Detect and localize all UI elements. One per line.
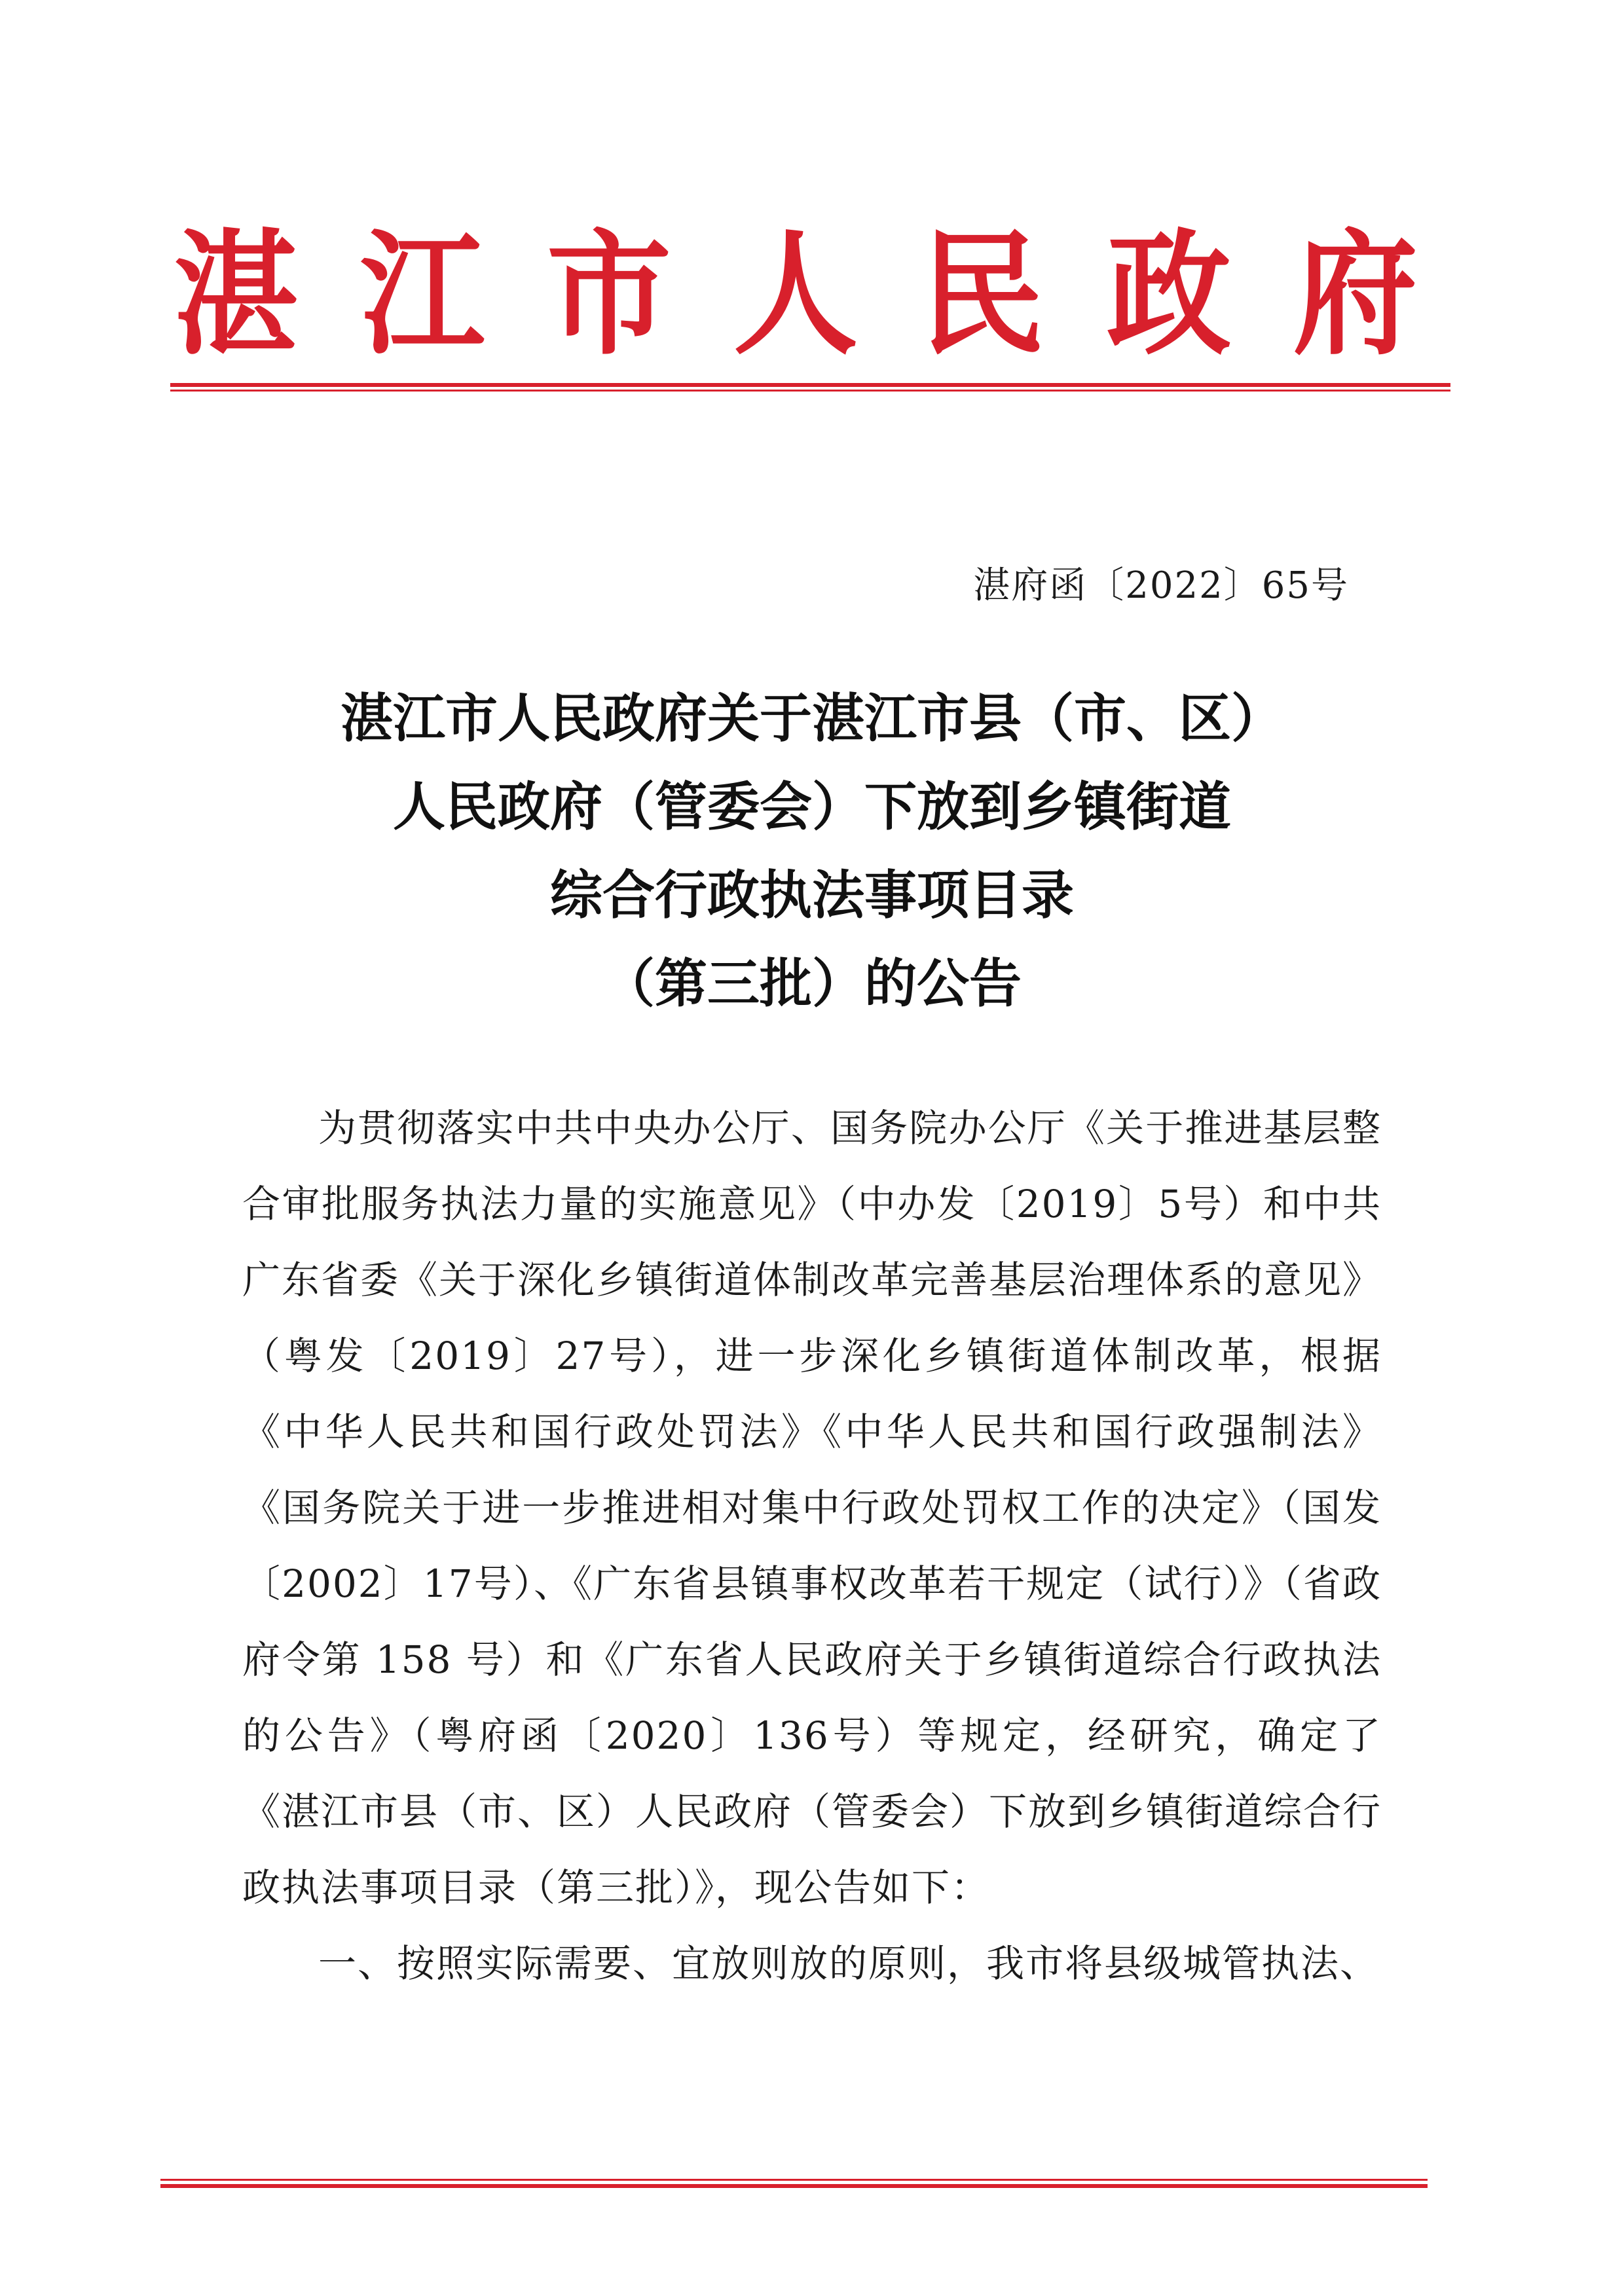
- footer-red-divider: [160, 2179, 1428, 2188]
- masthead-char: 湛: [174, 215, 299, 373]
- masthead-char: 府: [1293, 215, 1418, 373]
- document-title: [157, 674, 1467, 1028]
- issuing-authority-masthead: [174, 216, 1418, 373]
- document-number: 湛府函〔2022〕65号: [973, 564, 1349, 607]
- body-paragraph: 一、按照实际需要、宜放则放的原则，我市将县级城管执法、: [318, 1941, 1380, 1986]
- masthead-char: 人: [733, 215, 858, 373]
- body-paragraph: 为贯彻落实中共中央办公厅、国务院办公厅《关于推进基层整合审批服务执法力量的实施意见》（中办发〔2019〕5号）和中共广东省委《关于深化乡镇街道体制改革完善基层治理体系的意见》（粤发〔2019〕27号），进一步深化乡镇街道体制改革，根据《中华人民共和国行政处罚法》《中华人民共和国行政强制法》《国务院关于进一步推进相对集中行政处罚权工作的决定》（国发〔2002〕17号）、《广东省县镇事权改革若干规定（试行）》（省政府令第 158 号）和《广东省人民政府关于乡镇街道综合行政执法的公告》（粤府函〔2020〕136号）等规定，经研究，确定了《湛江市县（市、区）人民政府（管委会）下放到乡镇街道综合行政执法事项目录（第三批）》，现公告如下：: [242, 1106, 1382, 1910]
- title-line: 湛江市人民政府关于湛江市县（市、区）: [341, 688, 1283, 749]
- title-line: （第三批）的公告: [602, 953, 1022, 1014]
- masthead-char: 政: [1106, 215, 1231, 373]
- masthead-char: 江: [360, 215, 485, 373]
- masthead-char: 民: [919, 215, 1044, 373]
- document-body: [242, 1090, 1382, 2001]
- masthead-char: 市: [546, 215, 671, 373]
- masthead-red-divider: [170, 383, 1450, 392]
- title-line: 综合行政执法事项目录: [550, 865, 1074, 926]
- title-line: 人民政府（管委会）下放到乡镇街道: [393, 776, 1231, 837]
